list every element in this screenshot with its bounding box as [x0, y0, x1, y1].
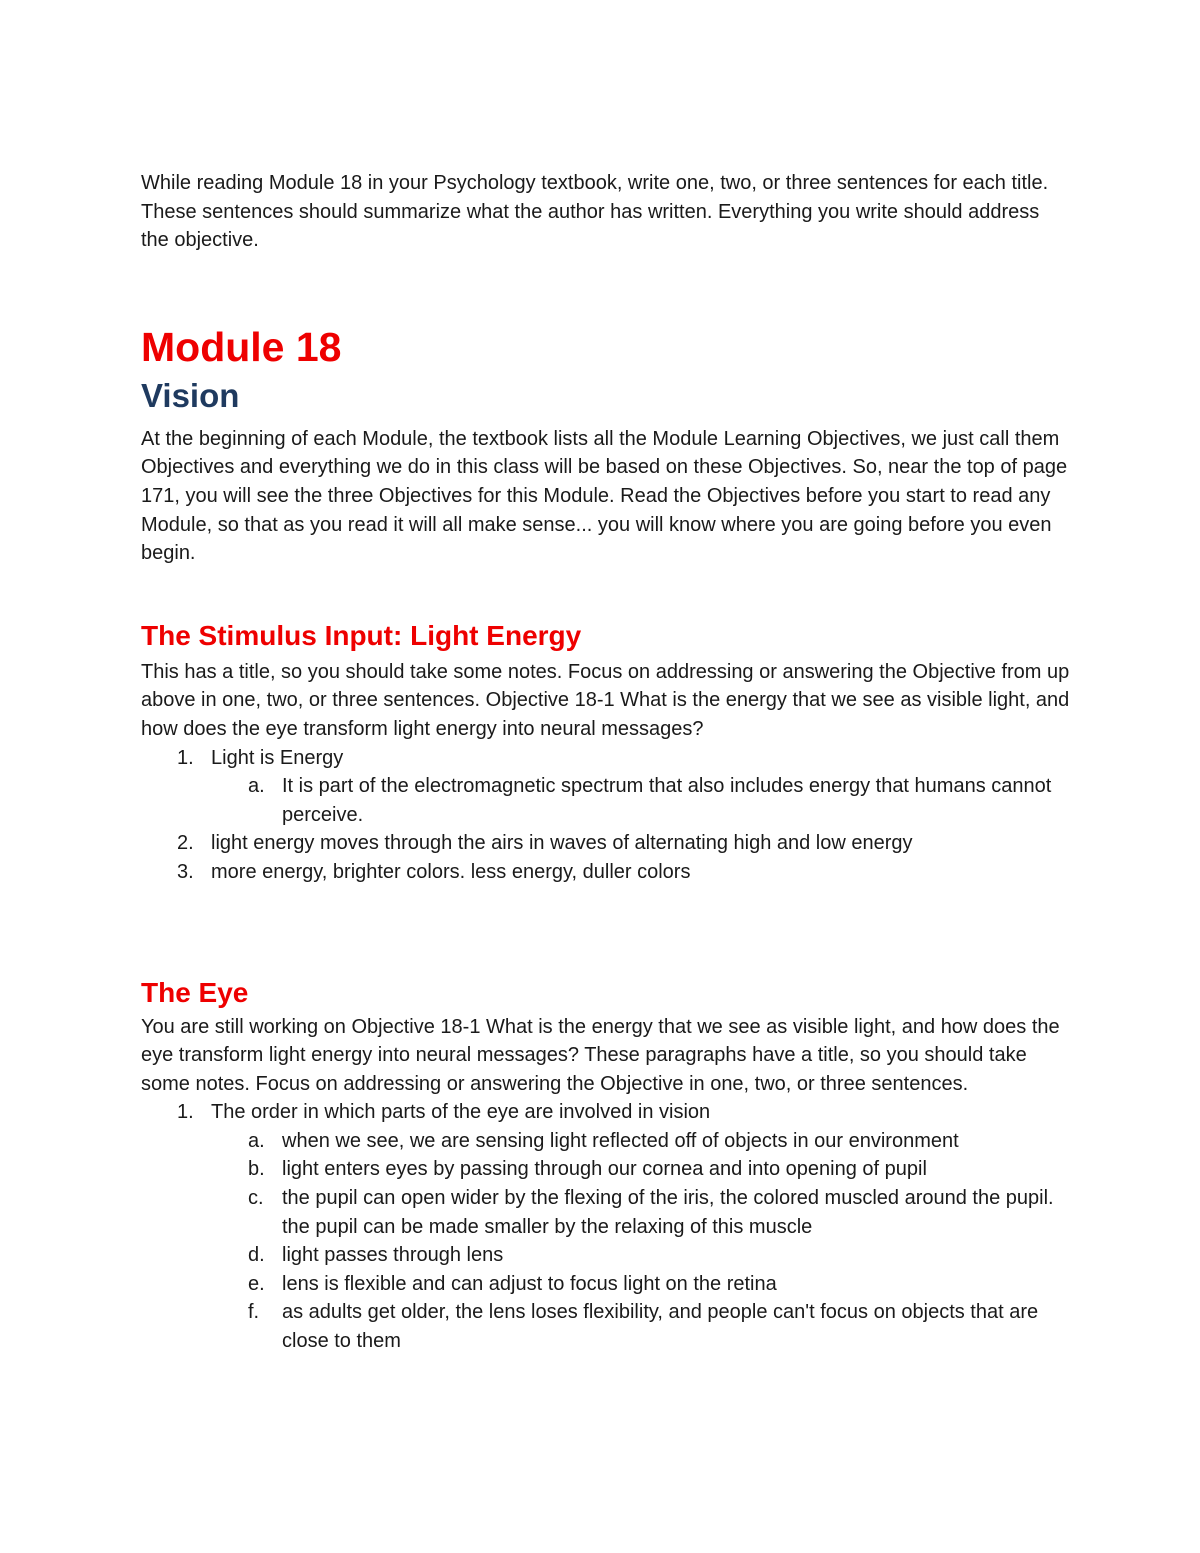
sub-list-item-text: when we see, we are sensing light reflected off of objects in our environment	[282, 1129, 959, 1152]
sub-list-marker: f.	[248, 1301, 260, 1324]
sub-list-item	[141, 1184, 1071, 1241]
notes-list-light-energy	[141, 744, 1071, 887]
list-item-text: Light is Energy	[211, 746, 344, 769]
sub-list-item	[141, 1270, 1071, 1299]
intro-paragraph: While reading Module 18 in your Psychology textbook, write one, two, or three sentences for each title. These sentences should summarize what the author has written. Everything you write should address the objective.	[141, 172, 1049, 252]
sub-list-item-text: the pupil can open wider by the flexing of the iris, the colored muscled around the pupil. the pupil can be made smaller by the relaxing of this muscle	[282, 1187, 1054, 1238]
vision-paragraph: At the beginning of each Module, the textbook lists all the Module Learning Objectives, we just call them Objectives and everything we do in this class will be based on these Objectives. So, near the top of page 171, you will see the three Objectives for this Module. Read the Objectives before you start to read any Module, so that as you read it will all make sense... you will know where you are going before you even begin.	[141, 427, 1068, 565]
sub-list-marker: d.	[248, 1244, 265, 1267]
sub-list-item-text: lens is flexible and can adjust to focus light on the retina	[282, 1272, 777, 1295]
notes-list-the-eye	[141, 1098, 1071, 1355]
list-item	[141, 829, 1071, 858]
sub-list-item-text: as adults get older, the lens loses flexibility, and people can't focus on objects that are close to them	[282, 1301, 1039, 1353]
section-title-the-eye: The Eye	[141, 976, 249, 1008]
section-paragraph-the-eye: You are still working on Objective 18-1 What is the energy that we see as visible light, and how does the eye transform light energy into neural messages? These paragraphs have a title, so you should take some notes. Focus on addressing or answering the Objective in one, two, or three sentences.	[141, 1015, 1060, 1095]
sub-list-marker: a.	[248, 1129, 265, 1152]
list-marker: 3.	[177, 860, 194, 883]
section-paragraph-light-energy: This has a title, so you should take some notes. Focus on addressing or answering the Objective from up above in one, two, or three sentences. Objective 18-1 What is the energy that we see as visible light, and how does the eye transform light energy into neural messages?	[141, 660, 1070, 740]
sub-list-marker: a.	[248, 775, 265, 798]
sub-list-item	[141, 1127, 1071, 1156]
sub-list-item-text: light passes through lens	[282, 1244, 504, 1267]
list-item	[141, 1098, 1071, 1355]
list-item-text: The order in which parts of the eye are involved in vision	[211, 1101, 711, 1124]
sub-list-marker: b.	[248, 1158, 265, 1181]
list-marker: 2.	[177, 832, 194, 855]
sub-list-item	[141, 1241, 1071, 1270]
list-item-text: light energy moves through the airs in waves of alternating high and low energy	[211, 832, 913, 855]
sub-list	[211, 1127, 1071, 1356]
sub-list	[211, 772, 1071, 829]
document-page	[141, 169, 1071, 1356]
list-item-text: more energy, brighter colors. less energy, duller colors	[211, 860, 691, 883]
module-title: Module 18	[141, 323, 342, 370]
sub-list-item-text: light enters eyes by passing through our cornea and into opening of pupil	[282, 1158, 927, 1181]
sub-list-marker: c.	[248, 1187, 264, 1210]
list-marker: 1.	[177, 1101, 194, 1124]
sub-list-item	[141, 772, 1071, 829]
sub-list-item	[141, 1298, 1071, 1355]
sub-list-item-text: It is part of the electromagnetic spectrum that also includes energy that humans cannot perceive.	[282, 775, 1052, 826]
list-item	[141, 858, 1071, 887]
section-title-light-energy: The Stimulus Input: Light Energy	[141, 619, 582, 651]
sub-list-item	[141, 1155, 1071, 1184]
list-item	[141, 744, 1071, 830]
vision-title: Vision	[141, 376, 240, 414]
sub-list-marker: e.	[248, 1272, 265, 1295]
list-marker: 1.	[177, 746, 194, 769]
